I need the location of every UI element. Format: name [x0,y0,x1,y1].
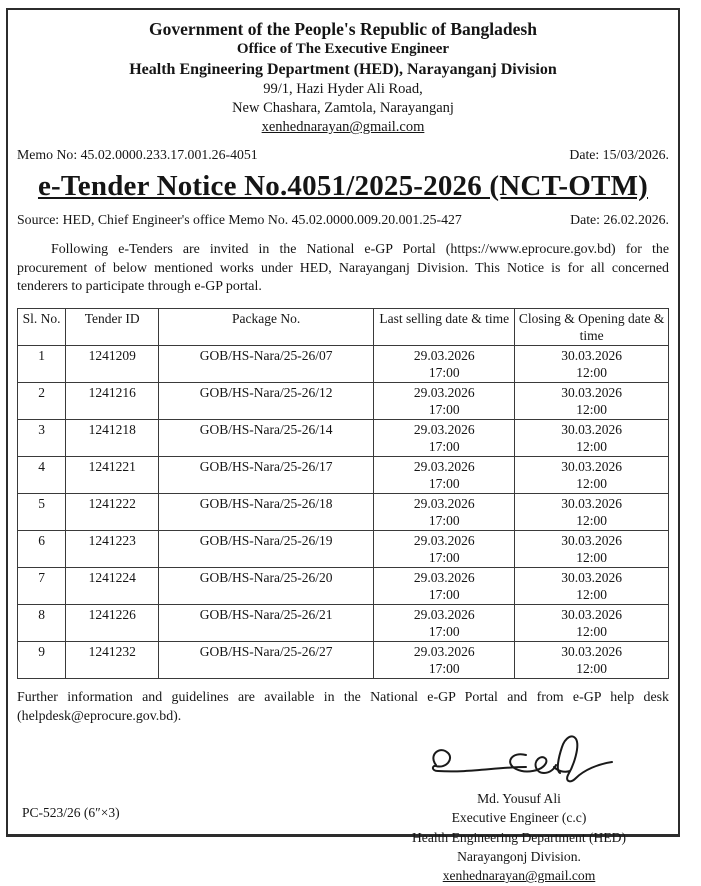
source-date: Date: 26.02.2026. [570,211,669,227]
cell-closing-opening: 30.03.2026 12:00 [515,568,669,605]
cell-package-no: GOB/HS-Nara/25-26/27 [159,642,374,679]
cell-closing-opening: 30.03.2026 12:00 [515,531,669,568]
memo-date: Date: 15/03/2026. [569,146,669,162]
col-header-sl-no: Sl. No. [18,309,66,346]
cell-closing-opening: 30.03.2026 12:00 [515,605,669,642]
header-email-link[interactable]: xenhednarayan@gmail.com [261,119,425,136]
signature-email-link[interactable]: xenhednarayan@gmail.com [442,868,596,884]
table-row [18,642,669,679]
table-row [18,531,669,568]
cell-last-selling: 29.03.2026 17:00 [374,494,515,531]
document-border-frame [6,8,680,884]
cell-closing-opening: 30.03.2026 12:00 [515,346,669,383]
cell-last-selling: 29.03.2026 17:00 [374,605,515,642]
source-reference: Source: HED, Chief Engineer's office Memo No. 45.02.0000.009.20.001.25-427 [17,211,462,227]
cell-last-selling: 29.03.2026 17:00 [374,457,515,494]
department-title: Health Engineering Department (HED), Narayanganj Division [129,60,557,78]
table-row [18,457,669,494]
signatory-title: Executive Engineer (c.c) [451,810,587,826]
cell-package-no: GOB/HS-Nara/25-26/20 [159,568,374,605]
cell-closing-opening: 30.03.2026 12:00 [515,383,669,420]
cell-closing-opening: 30.03.2026 12:00 [515,642,669,679]
table-row [18,420,669,457]
office-title: Office of The Executive Engineer [236,41,450,58]
memo-row [17,147,669,163]
cell-tender-id: 1241216 [66,383,159,420]
cell-sl-no: 6 [18,531,66,568]
cell-last-selling: 29.03.2026 17:00 [374,642,515,679]
cell-last-selling: 29.03.2026 17:00 [374,383,515,420]
signatory-division: Narayangonj Division. [457,849,581,865]
signatory-name: Md. Yousuf Ali [477,791,561,807]
signature-block [369,731,669,885]
table-row [18,568,669,605]
col-header-closing-opening: Closing & Opening date & time [515,309,669,346]
cell-package-no: GOB/HS-Nara/25-26/21 [159,605,374,642]
cell-last-selling: 29.03.2026 17:00 [374,420,515,457]
cell-sl-no: 9 [18,642,66,679]
cell-sl-no: 7 [18,568,66,605]
government-title: Government of the People's Republic of Bangladesh [149,19,537,39]
source-row [17,212,669,228]
cell-package-no: GOB/HS-Nara/25-26/14 [159,420,374,457]
address-line-1: 99/1, Hazi Hyder Ali Road, [263,81,423,98]
further-information-note: Further information and guidelines are available in the National e-GP Portal and from e-GP help desk (helpdesk@eprocure.gov.bd). [17,690,669,725]
cell-package-no: GOB/HS-Nara/25-26/19 [159,531,374,568]
cell-sl-no: 4 [18,457,66,494]
notice-title: e-Tender Notice No.4051/2025-2026 (NCT-OTM) [37,169,649,202]
table-row [18,494,669,531]
cell-closing-opening: 30.03.2026 12:00 [515,420,669,457]
cell-tender-id: 1241223 [66,531,159,568]
print-code: PC-523/26 (6″×3) [22,805,120,820]
cell-last-selling: 29.03.2026 17:00 [374,568,515,605]
cell-tender-id: 1241226 [66,605,159,642]
table-row [18,605,669,642]
intro-paragraph: Following e-Tenders are invited in the National e-GP Portal (https://www.eprocure.gov.bd) for the procurement of below mentioned works under HED, Narayanganj Division. This Notice is for all concerned tenderers to participate through e-GP portal. [17,241,669,295]
cell-sl-no: 5 [18,494,66,531]
memo-number: Memo No: 45.02.0000.233.17.001.26-4051 [17,146,258,162]
cell-tender-id: 1241221 [66,457,159,494]
letterhead [17,18,669,138]
cell-last-selling: 29.03.2026 17:00 [374,346,515,383]
cell-package-no: GOB/HS-Nara/25-26/17 [159,457,374,494]
cell-package-no: GOB/HS-Nara/25-26/18 [159,494,374,531]
col-header-tender-id: Tender ID [66,309,159,346]
cell-tender-id: 1241209 [66,346,159,383]
cell-sl-no: 8 [18,605,66,642]
col-header-last-selling: Last selling date & time [374,309,515,346]
handwritten-signature [414,731,624,793]
cell-package-no: GOB/HS-Nara/25-26/12 [159,383,374,420]
cell-sl-no: 3 [18,420,66,457]
cell-last-selling: 29.03.2026 17:00 [374,531,515,568]
table-row [18,383,669,420]
address-line-2: New Chashara, Zamtola, Narayanganj [232,99,454,116]
cell-package-no: GOB/HS-Nara/25-26/07 [159,346,374,383]
cell-closing-opening: 30.03.2026 12:00 [515,494,669,531]
cell-closing-opening: 30.03.2026 12:00 [515,457,669,494]
cell-sl-no: 1 [18,346,66,383]
cell-tender-id: 1241232 [66,642,159,679]
signatory-department: Health Engineering Department (HED) [411,829,627,845]
cell-tender-id: 1241222 [66,494,159,531]
cell-tender-id: 1241224 [66,568,159,605]
tender-table [17,308,669,679]
table-header-row [18,309,669,346]
cell-tender-id: 1241218 [66,420,159,457]
cell-sl-no: 2 [18,383,66,420]
table-row [18,346,669,383]
col-header-package-no: Package No. [159,309,374,346]
